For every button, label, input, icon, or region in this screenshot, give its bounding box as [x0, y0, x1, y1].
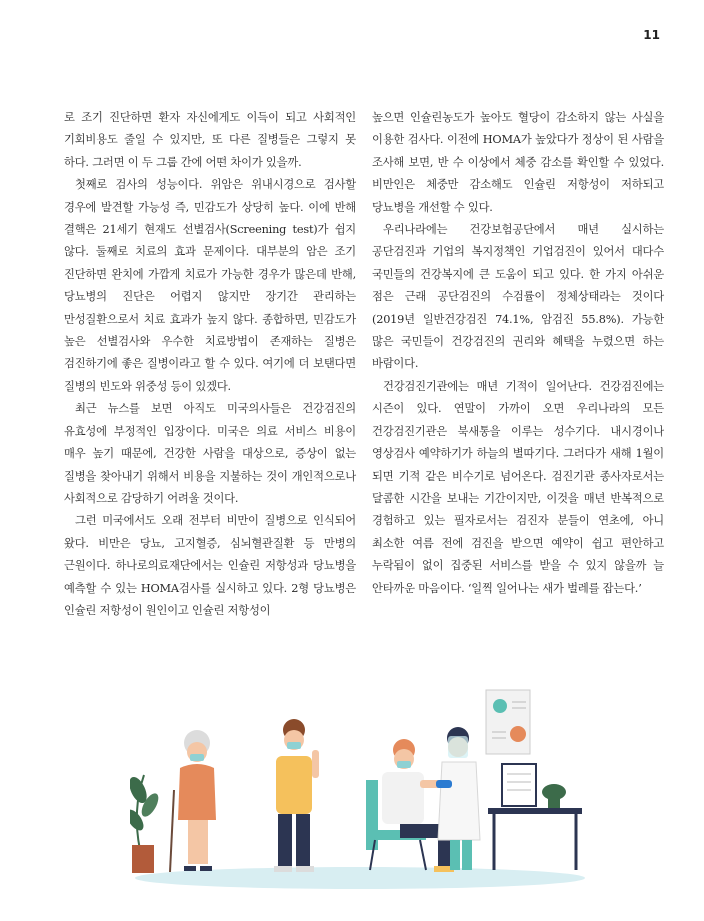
vaccination-illustration — [130, 680, 590, 890]
left-column — [64, 107, 356, 622]
left-paragraph-3: 최근 뉴스를 보면 아직도 미국의사들은 건강검진의 유효성에 부정적인 입장이다. 미국은 의료 서비스 비용이 매우 높기 때문에, 건강한 사람을 대상으로, 증상이 없는 질병을 찾아내기 위해서 비용을 지불하는 것이 개인적으로나 사회적으로 감당하기 어려울 것이다. — [64, 402, 356, 505]
desk-and-monitor — [488, 764, 582, 870]
left-paragraph-2: 첫째로 검사의 성능이다. 위암은 위내시경으로 검사할 경우에 발견할 가능성 즉, 민감도가 상당히 높다. 이에 반해 결핵은 21세기 현재도 선별검사(Screening test)가 쉽지 않다. 둘째로 치료의 효과 문제이다. 대부분의 암은 조기 진단하면 완치에 가깝게 치료가 가능한 경우가 많은데 반해, 당뇨병의 진단은 어렵지 않지만 장기간 관리하는 만성질환으로서 치료 효과가 높지 않다. 종합하면, 민감도가 높은 선별검사와 우수한 치료방법이 존재하는 질병은 검진하기에 좋은 질병이라고 할 수 있다. 여기에 더 보탠다면 질병의 빈도와 위중성 등이 있겠다. — [64, 178, 356, 393]
right-paragraph-3: 건강검진기관에는 매년 기적이 일어난다. 건강검진에는 시즌이 있다. 연말이 가까이 오면 우리나라의 모든 건강검진기관은 북새통을 이루는 성수기다. 내시경이나 영상검사 예약하기가 하늘의 별따기다. 그러다가 새해 1월이 되면 기적 같은 비수기로 넘어온다. 검진기관 종사자로서는 달콤한 시간을 보내는 기간이지만, 이것을 매년 반복적으로 경험하고 있는 필자로서는 검진자 분들이 연초에, 아니 최소한 여름 전에 검진을 받으면 예약이 쉽고 편안하고 누락됨이 없이 집중된 서비스를 받을 수 있지 않을까 늘 안타까운 마음이다. ‘일찍 일어나는 새가 벌레를 잡는다.’ — [372, 379, 664, 595]
page-number: 11 — [643, 28, 660, 42]
left-paragraph-1: 로 조기 진단하면 환자 자신에게도 이득이 되고 사회적인 기회비용도 줄일 수 있지만, 또 다른 질병들은 그렇지 못 하다. 그러면 이 두 그룹 간에 어떤 차이가 있을까. — [64, 111, 356, 169]
elderly-woman — [170, 730, 216, 872]
right-paragraph-2: 우리나라에는 건강보험공단에서 매년 실시하는 공단검진과 기업의 복지정책인 기업검진이 있어서 대다수 국민들의 건강복지에 큰 도움이 되고 있다. 한 가지 아쉬운 점은 근래 공단검진의 수검률이 정체상태라는 것이다(2019년 일반건강검진 74.1%, 암검진 55.8%). 가능한 많은 국민들이 건강검진의 권리와 혜택을 누렸으면 하는 바람이다. — [372, 223, 664, 371]
young-man-yellow — [274, 719, 319, 872]
plant-left — [130, 774, 162, 873]
info-poster — [486, 690, 530, 754]
right-paragraph-1: 높으면 인슐린농도가 높아도 혈당이 감소하지 않는 사실을 이용한 검사다. 이전에 HOMA가 높았다가 정상이 된 사람을 조사해 보면, 반 수 이상에서 체중 감소를 확인할 수 있었다. 비만인은 체중만 감소해도 인슐린 저항성이 저하되고 당뇨병을 개선할 수 있다. — [372, 111, 664, 214]
right-column — [372, 107, 664, 600]
footer-band — [0, 904, 704, 921]
left-paragraph-4: 그런 미국에서도 오래 전부터 비만이 질병으로 인식되어 왔다. 비만은 당뇨, 고지혈증, 심뇌혈관질환 등 만병의 근원이다. 하나로의료재단에서는 인슐린 저항성과 당뇨병을 예측할 수 있는 HOMA검사를 실시하고 있다. 2형 당뇨병은 인슐린 저항성이 원인이고 인슐린 저항성이 — [64, 514, 356, 617]
